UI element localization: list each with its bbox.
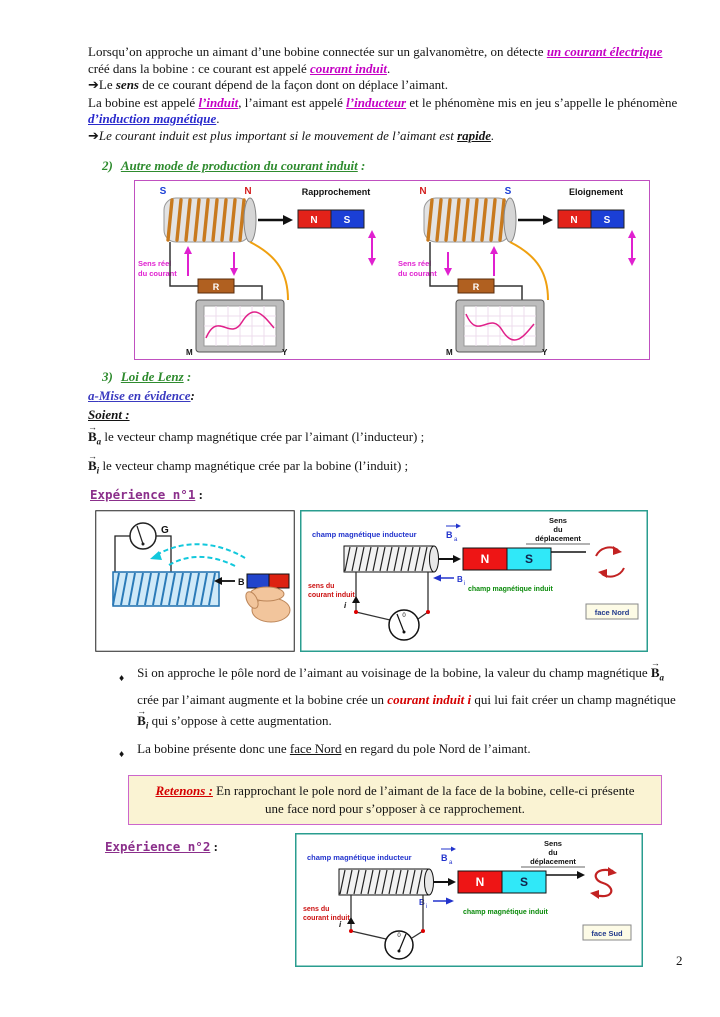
figure-production-courant-induit (134, 180, 650, 360)
section-title: Loi de Lenz (120, 369, 184, 384)
text: de ce courant dépend de la façon dont on déplace l’aimant. (139, 77, 448, 92)
face-label: face Nord (594, 608, 630, 618)
sens-courant-line2: courant induit (308, 592, 355, 600)
coil-pole-right-label: S (504, 186, 512, 197)
vector-subscript: a (449, 860, 453, 867)
galvanometer-zero: 0 (402, 613, 406, 620)
subsection-prefix: a- (88, 388, 99, 403)
resistor-label: R (212, 282, 220, 292)
definition-ba (88, 424, 682, 453)
magnet (298, 210, 364, 228)
section-colon: : (183, 369, 192, 384)
champ-inducteur-label: champ magnétique inducteur (312, 530, 417, 540)
text: . (386, 60, 391, 76)
face-label: face Sud (591, 929, 623, 939)
champ-induit-label: champ magnétique induit (463, 909, 548, 917)
text: créé dans la bobine : ce courant est appelé (88, 60, 310, 76)
experience-1-heading (90, 486, 682, 504)
emphasis-face-nord: face Nord (289, 741, 342, 757)
highlight-induit: l’induit (198, 94, 239, 110)
magnet-n-label: N (480, 552, 490, 567)
soient-line (88, 406, 682, 424)
text: qui lui fait créer un champ magnétique (471, 691, 676, 707)
coil (113, 572, 219, 606)
galvanometer (385, 931, 413, 959)
highlight-courant-induit: courant induit (309, 60, 387, 76)
sens-reel-label-line1: Sens réel (398, 259, 432, 268)
deplacement-line1: Sens (549, 516, 567, 526)
emphasis-rapide: rapide (457, 127, 492, 143)
vector-bi (88, 455, 99, 482)
coil-pole-right-label: N (244, 186, 252, 197)
terminal-y-label: Y (282, 348, 288, 357)
highlight-courant-induit-i: courant induit i (387, 691, 472, 707)
highlight-induction-magnetique: d’induction magnétique (88, 111, 217, 126)
highlight-courant-electrique: un courant électrique (546, 44, 663, 59)
terminal-m-label: M (446, 348, 453, 357)
retenons-text: En rapprochant le pole nord de l’aimant de la face de la bobine, celle-ci présente une face nord pour s’opposer à ce rapprochement. (212, 783, 635, 817)
subsection-colon: : (190, 388, 195, 403)
bullet-item-1 (118, 662, 682, 736)
page-number: 2 (676, 953, 683, 968)
vector-subscript: i (96, 465, 100, 476)
magnet-s-label: S (524, 552, 534, 567)
coil (164, 198, 256, 242)
bullet-item-2 (118, 738, 682, 765)
sens-courant-line2: courant induit (303, 915, 350, 923)
champ-induit-label: champ magnétique induit (468, 586, 553, 594)
intro-paragraph-3 (88, 95, 682, 128)
magnet-n-label: N (570, 215, 578, 226)
figure-experience-1 (95, 510, 682, 652)
magnet (463, 548, 551, 570)
intro-paragraph-2 (88, 77, 682, 95)
terminal-y-label: Y (542, 348, 548, 357)
figure3-lenz-diagram (295, 833, 643, 967)
face-label-box (583, 925, 631, 940)
vector-symbol: B (441, 853, 448, 864)
diamond-bullet-icon: ♦ (118, 674, 126, 684)
text: qui s’oppose à cette augmentation. (148, 712, 332, 728)
text: crée par l’aimant augmente et la bobine crée un (137, 691, 388, 707)
sens-reel-label-line2: du courant (398, 269, 437, 278)
oscilloscope (196, 300, 284, 352)
resistor (198, 279, 234, 293)
text: et le phénomène mis en jeu s’appelle le phénomène (406, 94, 678, 110)
retenons-label: Retenons : (155, 783, 213, 799)
vector-bi (137, 710, 148, 737)
section-number: 3) (102, 369, 113, 384)
text: La bobine est appelé (88, 94, 199, 110)
terminal-m-label: M (186, 348, 193, 357)
vector-symbol: B (446, 530, 453, 541)
experience-2-section (88, 833, 682, 967)
galvanometer-label: G (161, 525, 169, 537)
magnet-n-label: N (475, 875, 485, 890)
figure1-panel-rapprochement (136, 182, 388, 358)
vector-symbol: B (88, 457, 97, 473)
sens-reel-label-line1: Sens réel (138, 259, 172, 268)
magnet-s-label: S (603, 215, 611, 226)
section-2-heading (102, 157, 682, 174)
vector-ba (651, 662, 664, 689)
section-title: Autre mode de production du courant induit (120, 158, 358, 173)
sens-courant-line1: sens du (308, 583, 335, 591)
text: La bobine présente donc une (137, 741, 290, 757)
magnet-n-label: N (310, 215, 318, 226)
subsection-title: Mise en évidence (98, 388, 191, 403)
vector-subscript: i (464, 581, 466, 588)
vector-symbol: B (650, 665, 660, 681)
sens-courant-line1: sens du (303, 906, 330, 914)
deplacement-line1: Sens (544, 839, 562, 849)
soient-label: Soient : (88, 407, 130, 422)
experience-colon: : (210, 839, 218, 855)
diamond-bullet-icon: ♦ (118, 750, 126, 760)
subsection-a-heading (88, 387, 682, 404)
figure2-lenz-diagram (300, 510, 648, 652)
vector-symbol: B (419, 898, 425, 908)
deplacement-line2: du (548, 848, 558, 858)
face-label-box (586, 604, 638, 619)
section-3-heading (102, 368, 682, 385)
text: . (216, 111, 220, 126)
text: Si on approche le pôle nord de l’aimant au voisinage de la bobine, la valeur du champ magnétique (137, 665, 651, 681)
current-i-label: i (339, 920, 342, 930)
text: le vecteur champ magnétique crée par l’aimant (l’inducteur) ; (101, 429, 425, 444)
vector-subscript: i (426, 904, 428, 911)
resistor (458, 279, 494, 293)
motion-title: Eloignement (568, 187, 624, 197)
galvanometer (389, 610, 419, 640)
coil-pole-left-label: N (419, 186, 427, 197)
vector-symbol: B (457, 575, 463, 585)
experience-title: Expérience n°1 (90, 487, 196, 503)
text: . (491, 127, 495, 143)
arrow-bullet-icon: ➔ (88, 128, 99, 144)
vector-subscript: a (96, 436, 102, 447)
vector-symbol: B (88, 429, 97, 444)
resistor-label: R (472, 282, 480, 292)
vector-subscript: a (454, 537, 458, 544)
motion-arrow (518, 215, 553, 225)
figure2-galvanometer-setup (95, 510, 295, 652)
coil (424, 198, 516, 242)
definition-bi (88, 453, 682, 482)
galvanometer-zero: 0 (397, 933, 401, 940)
bullet-text (137, 662, 682, 736)
arrow-bullet-icon: ➔ (88, 78, 99, 93)
section-number: 2) (102, 158, 113, 173)
sens-reel-label-line2: du courant (138, 269, 177, 278)
text: en regard du pole Nord de l’aimant. (341, 741, 531, 757)
text: Lorsqu’on approche un aimant d’une bobine connectée sur un galvanomètre, on détecte (88, 44, 547, 59)
magnet-s-label: S (343, 215, 351, 226)
retenons-note-box (128, 775, 662, 825)
section-colon: : (357, 158, 366, 173)
vector-subscript: a (659, 672, 665, 683)
figure1-panel-eloignement (396, 182, 648, 358)
coil (344, 546, 439, 572)
highlight-inducteur: l’inducteur (346, 94, 407, 110)
experience-title: Expérience n°2 (105, 839, 211, 855)
coil-pole-left-label: S (159, 186, 167, 197)
experience-2-heading (105, 838, 295, 856)
deplacement-line3: déplacement (535, 534, 581, 544)
text: , l’aimant est appelé (238, 94, 347, 110)
intro-paragraph-1 (88, 44, 682, 77)
magnet-s-label: S (519, 875, 529, 890)
vector-subscript: i (145, 720, 149, 731)
text: Le (98, 77, 116, 92)
emphasis-sens: sens (115, 77, 139, 92)
deplacement-line3: déplacement (530, 857, 576, 867)
magnet (458, 871, 546, 893)
field-b-label: B (238, 577, 245, 588)
vector-symbol: B (137, 712, 146, 728)
coil (339, 869, 434, 895)
intro-paragraph-4 (88, 128, 682, 146)
motion-title: Rapprochement (301, 187, 371, 197)
bullet-text (137, 738, 682, 765)
experience-colon: : (195, 487, 203, 503)
text: Le courant induit est plus important si le mouvement de l’aimant est (98, 127, 458, 143)
current-i-label: i (344, 601, 347, 611)
oscilloscope (456, 300, 544, 352)
deplacement-line2: du (553, 525, 563, 535)
text: le vecteur champ magnétique crée par la bobine (l’induit) ; (99, 457, 409, 473)
champ-inducteur-label: champ magnétique inducteur (307, 853, 412, 863)
magnet (558, 210, 624, 228)
motion-arrow (258, 215, 293, 225)
